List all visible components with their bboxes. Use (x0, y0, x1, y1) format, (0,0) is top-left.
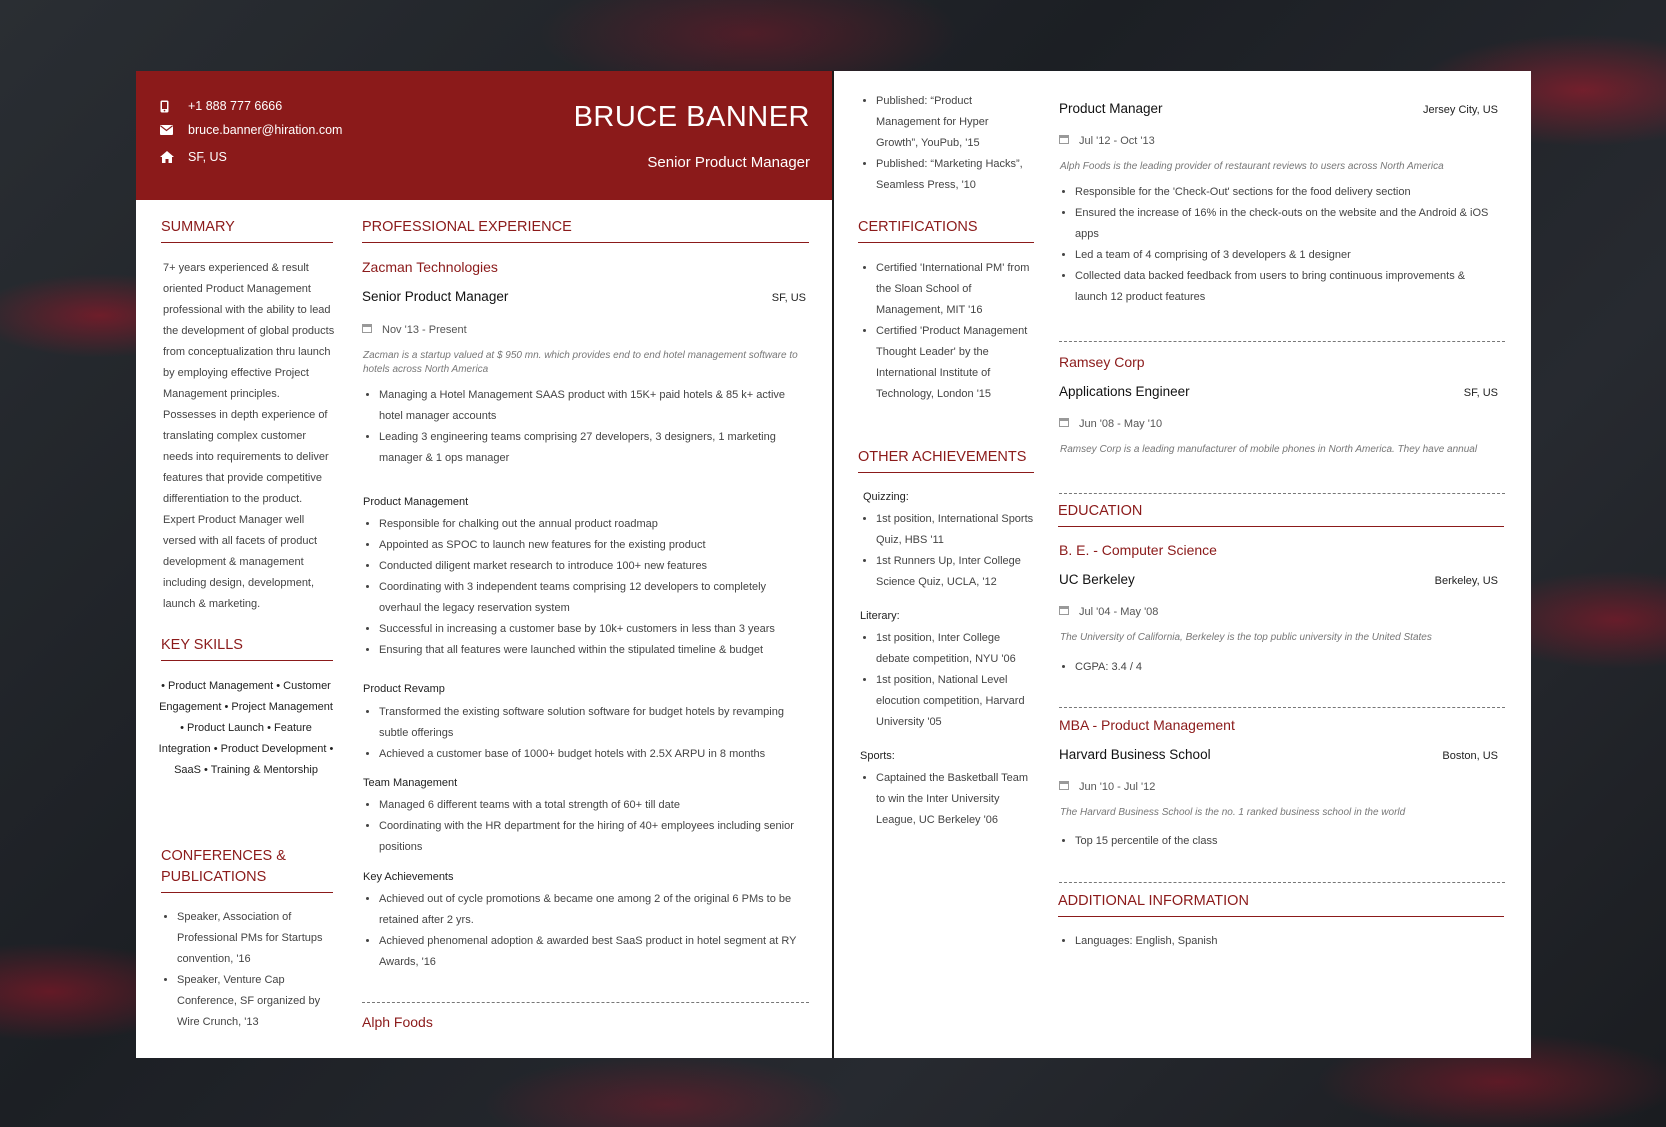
achievements-heading: OTHER ACHIEVEMENTS (858, 447, 1034, 473)
list-item: • CGPA: 3.4 / 4 (1075, 657, 1499, 678)
list-item: • Languages: English, Spanish (1075, 931, 1499, 952)
publications-list (860, 91, 1025, 196)
company-description: Alph Foods is the leading provider of restaurant reviews to users across North America (1060, 161, 1444, 172)
list-item: • Top 15 percentile of the class (1075, 831, 1499, 852)
list-item: • Leading 3 engineering teams comprising 27 developers, 3 designers, 1 marketing manager & 1 ops manager (379, 427, 808, 469)
list-item: • Managing a Hotel Management SAAS product with 15K+ paid hotels & 85 k+ active hotel manager accounts (379, 385, 808, 427)
group-list (363, 889, 808, 973)
job-bullets (1059, 182, 1499, 308)
certifications-heading: CERTIFICATIONS (858, 217, 1034, 243)
list-item: • Transformed the existing software solution software for budget hotels by revamping subtle offerings (379, 702, 808, 744)
list-item: • Conducted diligent market research to introduce 100+ new features (379, 556, 808, 577)
calendar-icon (362, 323, 372, 336)
phone-icon (160, 100, 188, 113)
resume-page-right (834, 71, 1531, 1058)
list-item: • Led a team of 4 comprising of 3 developers & 1 designer (1075, 245, 1499, 266)
list-item: • Coordinating with 3 independent teams comprising 12 developers to completely overhaul the legacy reservation system (379, 577, 808, 619)
list-item: • Ensuring that all features were launched within the stipulated timeline & budget (379, 640, 808, 661)
company-description: Ramsey Corp is a leading manufacturer of mobile phones in North America. They have annual (1060, 444, 1478, 455)
list-item: • 1st position, National Level elocution competition, Harvard University '05 (876, 670, 1036, 733)
list-item: • Coordinating with the HR department for the hiring of 40+ employees including senior positions (379, 816, 808, 858)
group-title: Quizzing: (863, 491, 909, 503)
experience-heading: PROFESSIONAL EXPERIENCE (362, 217, 809, 243)
job-title: Product Manager (1059, 101, 1163, 116)
group-title: Literary: (860, 610, 900, 622)
additional-heading: ADDITIONAL INFORMATION (1058, 891, 1504, 917)
section-divider (1059, 493, 1505, 494)
job-dates: Jun '08 - May '10 (1059, 417, 1162, 430)
job-bullets (363, 385, 808, 469)
job-title: Senior Product Manager (362, 289, 509, 304)
school-description: The Harvard Business School is the no. 1 ranked business school in the world (1060, 807, 1406, 818)
list-item: • Appointed as SPOC to launch new features for the existing product (379, 535, 808, 556)
list-item: • Captained the Basketball Team to win the Inter University League, UC Berkeley '06 (876, 768, 1036, 831)
email-icon (160, 125, 188, 135)
list-item: • Successful in increasing a customer base by 10k+ customers in less than 3 years (379, 619, 808, 640)
degree-name: MBA - Product Management (1059, 717, 1235, 733)
degree-name: B. E. - Computer Science (1059, 542, 1217, 558)
company-name: Ramsey Corp (1059, 354, 1145, 370)
group-title: Sports: (860, 750, 895, 762)
skills-heading: KEY SKILLS (161, 635, 333, 661)
company-description: Zacman is a startup valued at $ 950 mn. which provides end to end hotel management software to hotels across North America (363, 350, 798, 375)
school-description: The University of California, Berkeley is the top public university in the United States (1060, 632, 1432, 643)
edu-bullets (1059, 831, 1499, 852)
group-title: Product Management (363, 496, 469, 508)
job-title: Applications Engineer (1059, 384, 1190, 399)
job-location: SF, US (771, 292, 806, 304)
education-heading: EDUCATION (1058, 501, 1504, 527)
group-title: Product Revamp (363, 683, 445, 695)
school-name: Harvard Business School (1059, 747, 1211, 762)
summary-text: 7+ years experienced & result oriented Product Management professional with the ability to lead the development of global products from conceptualization thru launch by employing effective Project Management principles. Possesses in depth experience of translating complex customer needs into requirements to deliver features that provide competitive differentiation to the product. Expert Product Manager well versed with all facets of product development & management including design, development, launch & marketing. (163, 262, 335, 610)
group-title: Team Management (363, 777, 458, 789)
edu-dates: Jun '10 - Jul '12 (1059, 780, 1155, 793)
list-item: • Published: “Product Management for Hyper Growth”, YouPub, '15 (876, 91, 1025, 154)
list-item: • Speaker, Venture Cap Conference, SF organized by Wire Crunch, '13 (177, 970, 333, 1033)
list-item: • Responsible for chalking out the annual product roadmap (379, 514, 808, 535)
list-item: • Managed 6 different teams with a total strength of 60+ till date (379, 795, 808, 816)
list-item: • Achieved a customer base of 1000+ budget hotels with 2.5X ARPU in 8 months (379, 744, 808, 765)
edu-bullets (1059, 657, 1499, 678)
calendar-icon (1059, 417, 1069, 430)
list-item: • Published: “Marketing Hacks”, Seamless Press, '10 (876, 154, 1025, 196)
calendar-icon (1059, 134, 1069, 147)
candidate-name: BRUCE BANNER (573, 101, 810, 133)
group-list (363, 702, 808, 765)
group-list (363, 795, 808, 858)
calendar-icon (1059, 780, 1069, 793)
conferences-list (161, 907, 333, 1033)
summary-heading: SUMMARY (161, 217, 333, 243)
contact-email: bruce.banner@hiration.com (160, 123, 342, 137)
list-item: • 1st position, Inter College debate competition, NYU '06 (876, 628, 1036, 670)
job-dates: Jul '12 - Oct '13 (1059, 134, 1155, 147)
job-location: Jersey City, US (1423, 104, 1498, 116)
resume-header (136, 71, 832, 200)
group-title: Key Achievements (363, 871, 454, 883)
company-name: Alph Foods (362, 1014, 433, 1030)
home-icon (160, 151, 188, 163)
group-list (860, 628, 1036, 733)
job-location: SF, US (1463, 387, 1498, 399)
group-list (363, 514, 808, 661)
calendar-icon (1059, 605, 1069, 618)
conferences-heading: CONFERENCES & PUBLICATIONS (161, 846, 333, 893)
list-item: • Ensured the increase of 16% in the check-outs on the website and the Android & iOS apps (1075, 203, 1499, 245)
list-item: • Certified 'International PM' from the Sloan School of Management, MIT '16 (876, 258, 1036, 321)
list-item: • Achieved out of cycle promotions & became one among 2 of the original 6 PMs to be retained after 2 yrs. (379, 889, 808, 931)
additional-list (1059, 931, 1499, 952)
company-name: Zacman Technologies (362, 259, 498, 275)
contact-location: SF, US (160, 150, 227, 164)
list-item: • 1st Runners Up, Inter College Science Quiz, UCLA, '12 (876, 551, 1036, 593)
school-name: UC Berkeley (1059, 572, 1135, 587)
resume-page-left (136, 71, 832, 1058)
group-list (860, 768, 1036, 831)
list-item: • Certified 'Product Management Thought Leader' by the International Institute of Technology, London '15 (876, 321, 1036, 405)
job-dates: Nov '13 - Present (362, 323, 467, 336)
contact-phone: +1 888 777 6666 (160, 99, 282, 113)
list-item: • Speaker, Association of Professional PMs for Startups convention, '16 (177, 907, 333, 970)
school-location: Berkeley, US (1434, 575, 1498, 587)
candidate-title: Senior Product Manager (647, 154, 810, 171)
school-location: Boston, US (1442, 750, 1498, 762)
section-divider (362, 1002, 809, 1003)
group-list (860, 509, 1036, 593)
list-item: • Achieved phenomenal adoption & awarded best SaaS product in hotel segment at RY Awards, '16 (379, 931, 808, 973)
list-item: • 1st position, International Sports Quiz, HBS '11 (876, 509, 1036, 551)
section-divider (1059, 341, 1505, 342)
edu-dates: Jul '04 - May '08 (1059, 605, 1158, 618)
skills-list: • Product Management • Customer Engagement • Project Management • Product Launch • Feature Integration • Product Development • SaaS • Training & Mentorship (158, 680, 334, 776)
list-item: • Responsible for the 'Check-Out' sections for the food delivery section (1075, 182, 1499, 203)
section-divider (1059, 707, 1505, 708)
certifications-list (860, 258, 1036, 405)
list-item: • Collected data backed feedback from users to bring continuous improvements & launch 12 product features (1075, 266, 1499, 308)
section-divider (1059, 882, 1505, 883)
